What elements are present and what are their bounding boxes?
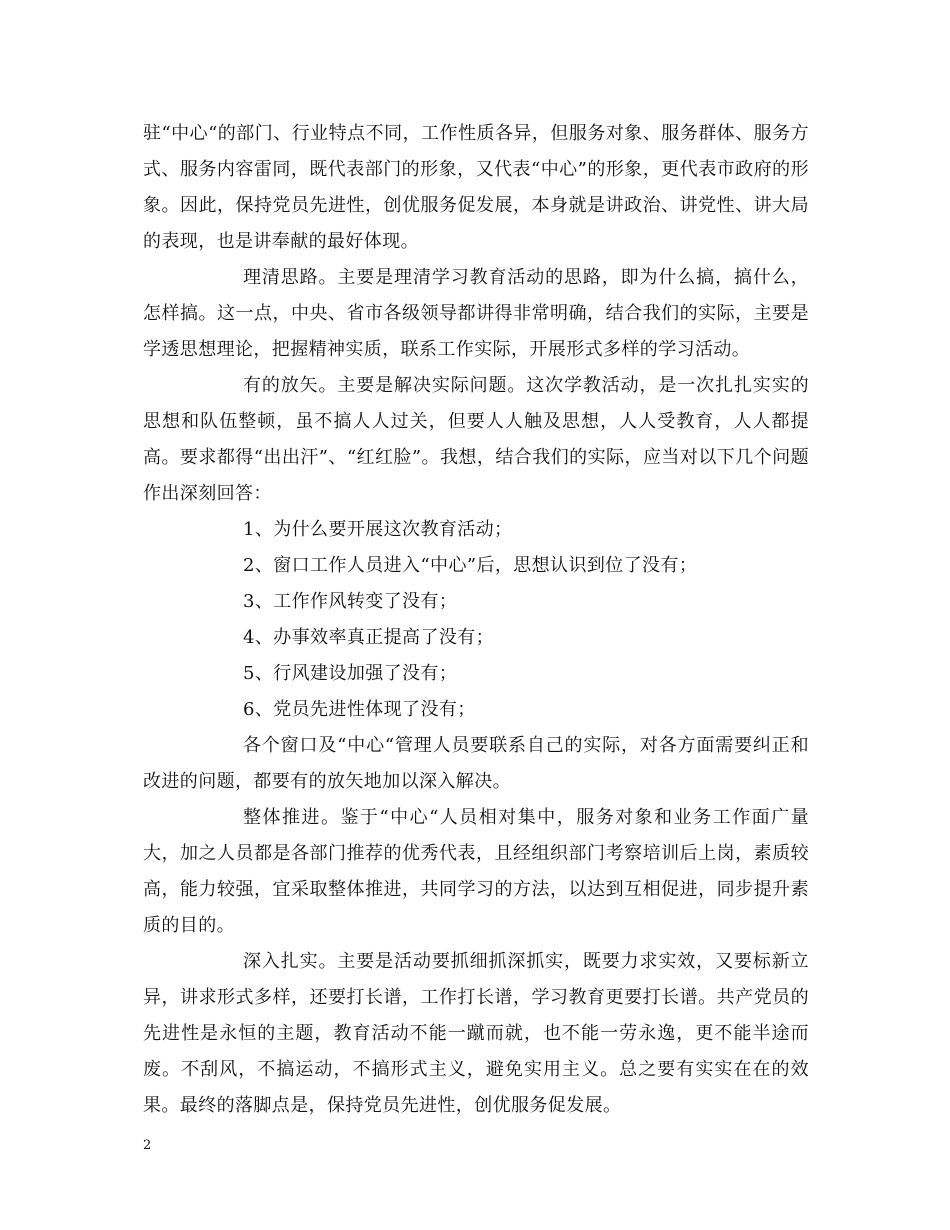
- paragraph-overall-advance: 整体推进。鉴于“中心“人员相对集中，服务对象和业务工作面广量大，加之人员都是各部门推荐的优秀代表，且经组织部门考察培训后上岗，素质较高，能力较强，宜采取整体推进，共同学习的方法，以达到互相促进，同步提升素质的目的。: [143, 807, 809, 936]
- paragraph-intro: 驻“中心“的部门、行业特点不同，工作性质各异，但服务对象、服务群体、服务方式、服务内容雷同，既代表部门的形象，又代表“中心”的形象，更代表市政府的形象。因此，保持党员先进性，创优服务促发展，本身就是讲政治、讲党性、讲大局的表现，也是讲奉献的最好体现。: [143, 123, 809, 252]
- list-item: 3、工作作风转变了没有；: [243, 591, 458, 612]
- list-item: 2、窗口工作人员进入“中心”后，思想认识到位了没有；: [243, 555, 698, 576]
- question-list: [143, 512, 809, 728]
- page-number: 2: [143, 1138, 152, 1153]
- document-body: [143, 116, 809, 1124]
- list-item: 6、党员先进性体现了没有；: [243, 699, 476, 720]
- paragraph-clarify-thinking: 理清思路。主要是理清学习教育活动的思路，即为什么搞，搞什么，怎样搞。这一点，中央、省市各级领导都讲得非常明确，结合我们的实际，主要是学透思想理论，把握精神实质，联系工作实际，开展形式多样的学习活动。: [143, 267, 809, 360]
- list-item: 1、为什么要开展这次教育活动；: [243, 519, 513, 540]
- list-item: 5、行风建设加强了没有；: [243, 663, 458, 684]
- list-item: 4、办事效率真正提高了没有；: [243, 627, 495, 648]
- paragraph-window-staff: 各个窗口及“中心“管理人员要联系自己的实际，对各方面需要纠正和改进的问题，都要有的放矢地加以深入解决。: [143, 735, 809, 792]
- paragraph-targeted: 有的放矢。主要是解决实际问题。这次学教活动，是一次扎扎实实的思想和队伍整顿，虽不搞人人过关，但要人人触及思想，人人受教育，人人都提高。要求都得“出出汗”、“红红脸”。我想，结合我们的实际，应当对以下几个问题作出深刻回答：: [143, 375, 809, 504]
- paragraph-in-depth: 深入扎实。主要是活动要抓细抓深抓实，既要力求实效，又要标新立异，讲求形式多样，还要打长谱，工作打长谱，学习教育更要打长谱。共产党员的先进性是永恒的主题，教育活动不能一蹴而就，也不能一劳永逸，更不能半途而废。不刮风，不搞运动，不搞形式主义，避免实用主义。总之要有实实在在的效果。最终的落脚点是，保持党员先进性，创优服务促发展。: [143, 951, 809, 1116]
